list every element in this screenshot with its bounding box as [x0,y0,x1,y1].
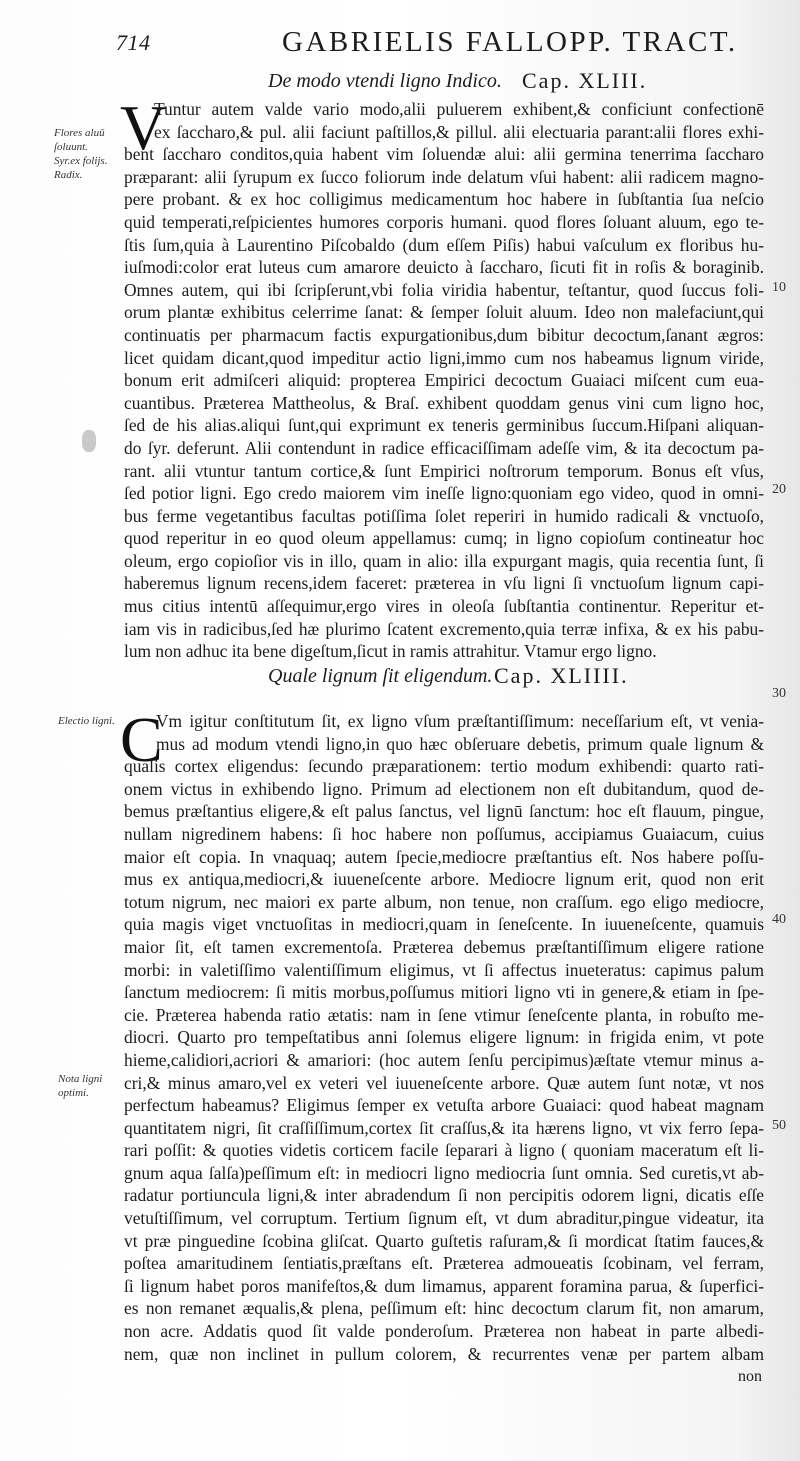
chapter-43-heading [268,70,668,98]
text-line: bonum erit admiſceri aliquid: propterea Empirici decoctum Guaiaci miſcent cum eua- [124,370,764,391]
text-line: maior eſt copia. In vnaquaq; autem ſpecie,mediocre præſtantius eſt. Nos habere poſſu- [124,846,764,867]
running-head [116,26,756,60]
text-line: continuatis per pharmacum factis expurgationibus,dum bibitur decoctum,ſanant ægros: [124,324,764,345]
text-line: cri,& minus amaro,vel ex veteri vel iuueneſcente arbore. Quæ autem ſunt notæ, vt nos [124,1072,764,1093]
text-line: vetuſtiſſimum, vel corruptum. Tertium ſignum eſt, vt dum abraditur,pingue videatur, ita [124,1208,764,1229]
margin-note-electio [58,714,115,728]
line-number-30: 30 [772,686,786,701]
chapter-44-text [124,710,764,1365]
text-line: es non remanet æqualis,& plena, peſſimum eſt: hinc decoctum clarum fit, non amarum, [124,1298,764,1319]
text-line: vt præ pinguedine ſcobina gliſcat. Quarto guſtetis raſuram,& ſi mordicat ſtatim fauces,& [124,1230,764,1251]
text-line: maior ſit, eſt tamen excrementoſa. Præterea debemus præſtantiſſimum eligere ratione [124,936,764,957]
text-line: nem, quæ non inclinet in pullum colorem, & recurrentes venæ per partem albam [124,1343,764,1364]
text-line: bus ferme vegetantibus facultas potiſſima ſolet reperiri in humido radicali & vnctuoſo, [124,505,764,526]
text-line: do ſyr. deferunt. Alii contendunt in radice efficaciſſimam adeſſe vim, & ita decoctum pa- [124,437,764,458]
text-line: iuſmodi:color erat luteus cum amarore deuicto à ſaccharo, ſicuti fit in roſis & boraginib. [124,257,764,278]
text-line: nullam nigredinem habens: ſi hoc habere non poſſumus, accipiamus Guaiacum, cuius [124,823,764,844]
line-number-50: 50 [772,1118,786,1133]
margin-note-line: optimi. [58,1087,89,1099]
text-line: ſi lignum habet poros manifeſtos,& dum limamus, apparent foramina parua, & ſuperfici- [124,1275,764,1296]
text-line: radatur portiuncula ligni,& inter abradendum ſi non percipitis odorem ligni, dicatis eſſe [124,1185,764,1206]
text-line: Omnes autem, qui ibi ſcripſerunt,vbi folia viridia habentur, teſtantur, quod ſuccus foli- [124,279,764,300]
text-line: bent ſaccharo conditos,quia habent vim ſoluendæ alui: alii germina tenerrima ſaccharo [124,144,764,165]
text-line: rari poſſit: & quoties videtis corticem facile ſeparari à ligno ( quoniam maceratum eſt li- [124,1140,764,1161]
text-line: bemus præſtantius eligere,& eſt palus ſanctus, vel lignū ſanctum: hoc eſt flauum, pingue, [124,801,764,822]
text-line: præparant: alii ſyrupum ex ſucco foliorum inde delatum vſui habent: alii radicem magno- [124,166,764,187]
chapter-43-number: Cap. XLIII. [522,68,648,93]
text-line: orum plantæ exhibitus celerrime ſanat: & ſemper ſoluit aluum. Ideo non malefaciunt,qui [124,302,764,323]
line-number-20: 20 [772,482,786,497]
text-line: cie. Præterea habenda ratio ætatis: nam in ſene vtimur ſeneſcente planta, in robuſto me- [124,1004,764,1025]
text-line: rant. alii vtuntur tantum cortice,& ſunt Empirici noſtrorum temporum. Bonus eſt vſus, [124,460,764,481]
ink-smudge [82,430,96,452]
text-line: ſed de his alias.aliqui ſunt,qui exprimunt ex teneris germinibus ſuccum.Hiſpani aliquan- [124,415,764,436]
text-line: mus ad modum vtendi ligno,in quo hæc obſeruare debetis, primum quale lignum & [156,733,764,754]
text-line: quantitatem nigri, ſit craſſiſſimum,cortex ſit craſſus,& ita hærens ligno, vt vix ferro ſepa- [124,1117,764,1138]
chapter-43-title: De modo vtendi ligno Indico. [268,70,502,92]
text-line: mus citius intentū aſſequimur,ergo vires in oleoſa ſubſtantia continentur. Reperitur et- [124,596,764,617]
text-line: onem victus in exhibendo ligno. Primum ad electionem non eſt dubitandum, quod de- [124,778,764,799]
text-line: totum nigrum, nec maiori ex parte album, non tenue, non craſſum. ego eligo mediocre, [124,891,764,912]
text-line: oleum, ergo copioſior vis in illo, quam in alio: illa expurgant magis, quia recentia ſunt, ſi [124,550,764,571]
text-line: perfectum habeamus? Eligimus ſemper ex vetuſta arbore Guaiaci: quod habeat magnam [124,1095,764,1116]
text-line: mus ex antiqua,mediocri,& iuueneſcente arbore. Mediocre lignum erit, quod non erit [124,869,764,890]
text-line: qualis cortex eligendus: ſecundo præparationem: tertio modum exhibendi: quarto rati- [124,756,764,777]
chapter-44-heading [268,665,688,693]
text-line: non acre. Addatis quod ſit valde ponderoſum. Præterea non habeat in parte albedi- [124,1321,764,1342]
text-line: cuantibus. Præterea Mattheolus, & Braſ. exhibent quoddam genus vini cum ligno hoc, [124,392,764,413]
line-number-40: 40 [772,912,786,927]
text-line: ſtis ſum,quia à Laurentino Piſcobaldo (dum eſſem Piſis) habui vaſculum ex floribus hu- [124,234,764,255]
text-line: Tuntur autem valde vario modo,alii puluerem exhibent,& conficiunt confectionē [154,99,764,119]
text-line: ex ſaccharo,& pul. alii faciunt paſtillos,& pillul. alii electuaria parant:alii flores exhi- [154,121,764,142]
text-line: quia magis viget vnctuoſitas in mediocri,quam in ſeneſcente. In iuueneſcente, quamuis [124,914,764,935]
text-line: lum non adhuc ita bene digeſtum,ſicut in ramis attrahitur. Vtamur ergo ligno. [124,641,657,662]
margin-note-line: Flores aluū [54,127,105,139]
margin-note-nota [58,1072,102,1100]
text-line: quid temperati,reſpicientes humores corporis humani. quod flores ſoluant aluum, ego te- [124,211,764,232]
text-line: hieme,calidiori,acriori & amariori: (hoc autem ſenſu percipimus)æſtate vtemur minus a- [124,1049,764,1070]
text-line: quod reperitur in eo quod oleum appellamus: cumq; in ligno copioſum contineatur hoc [124,528,764,549]
catchword: non [738,1368,762,1385]
margin-note-flores [54,126,107,182]
margin-note-line: Electio ligni. [58,715,115,727]
text-line: Vm igitur conſtitutum ſit, ex ligno vſum præſtantiſſimum: neceſſarium eſt, vt venia- [156,711,764,731]
chapter-44-title: Quale lignum ſit eligendum. [268,665,493,687]
text-line: ſed potior ligni. Ego credo maiorem vim ineſſe ligno:quoniam ego video, quod in omni- [124,483,764,504]
text-line: licet quidam dicant,quod impeditur actio ligni,immo cum nos habeamus lignum viride, [124,347,764,368]
text-line: gnum aqua ſalſa)peſſimum eſt: in mediocri ligno mediocria ſunt omnia. Sed curetis,vt ab- [124,1162,764,1183]
chapter-44-number: Cap. XLIIII. [494,663,629,688]
margin-note-line: Nota ligni [58,1073,103,1085]
margin-note-line: Syr.ex folijs. [54,155,108,167]
page-number: 714 [116,30,151,55]
text-line: morbi: in valetiſſimo valentiſſimum eligimus, vt ſi affectus inueteratus: capimus palum [124,959,764,980]
text-line: iam vis in radicibus,ſed hæ plurimo ſcatent excremento,quia terræ infixa, & ex his pabu- [124,618,764,639]
text-line: haberemus lignum recens,idem faceret: præterea in vſu ligni ſi vnctuoſum lignum capi- [124,573,764,594]
text-line: pere probant. & ex hoc colligimus medicamentum hoc habere in ſubſtantia ſua neſcio [124,189,764,210]
running-title: GABRIELIS FALLOPP. TRACT. [282,26,738,58]
drop-cap-c: C [120,704,163,775]
text-line: diocri. Quarto pro tempeſtatibus anni ſolemus eligere lignum: in frigida enim, vt pote [124,1027,764,1048]
text-line: ſanctum mediocrem: ſi mitis morbus,poſſumus mitiori ligno vti in genere,& etiam in ſpe- [124,982,764,1003]
drop-cap-v: V [120,92,167,163]
chapter-43-text [124,98,764,663]
text-line: poſtea amaritudinem ſentiatis,præſtans eſt. Præterea admoueatis ſcobinam, vel ferram, [124,1253,764,1274]
margin-note-line: ſoluunt. [54,141,88,153]
line-number-10: 10 [772,280,786,295]
margin-note-line: Radix. [54,169,83,181]
